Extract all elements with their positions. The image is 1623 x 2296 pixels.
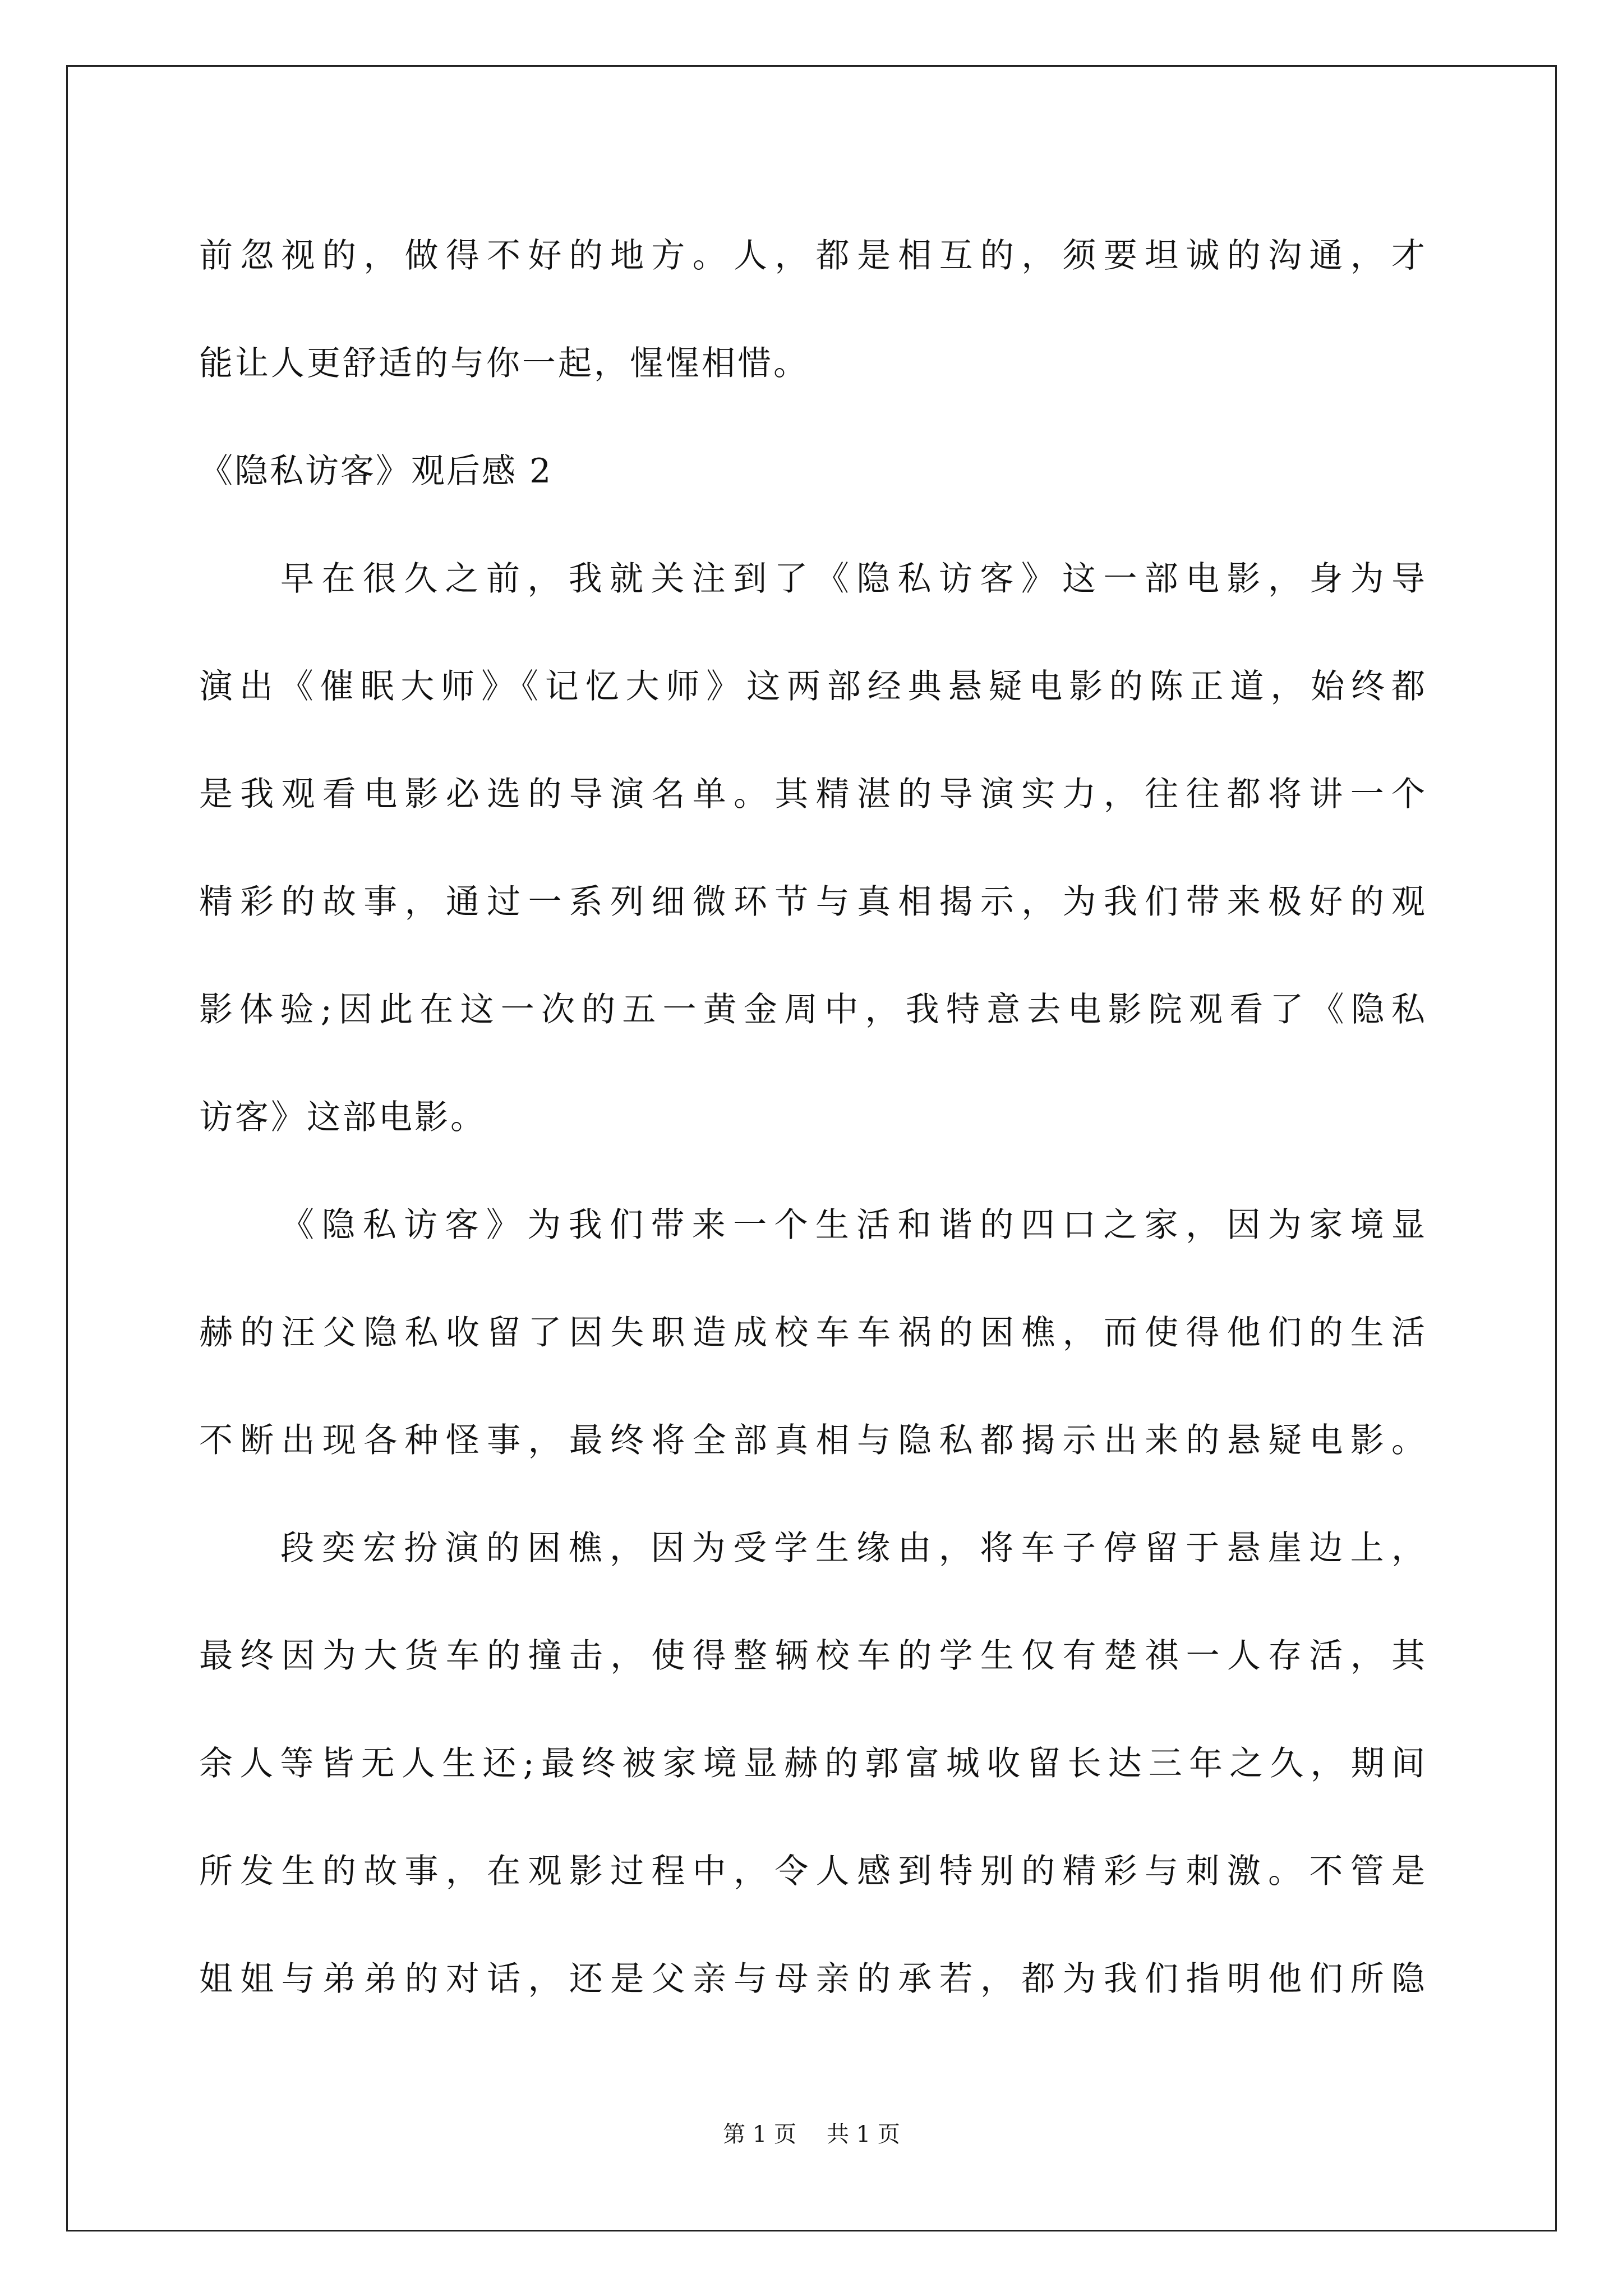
paragraph-line: 能让人更舒适的与你一起，惺惺相惜。 [199,344,809,383]
total-pages: 共 1 页 [827,2122,900,2147]
document-body [199,202,1427,2033]
paragraph-line: 是我观看电影必选的导演名单。其精湛的导演实力，往往都将讲一个 [199,775,1427,814]
paragraph-line: 最终因为大货车的撞击，使得整辆校车的学生仅有楚祺一人存活，其 [199,1636,1427,1676]
paragraph-line: 访客》这部电影。 [199,1098,486,1137]
paragraph-line: 影体验;因此在这一次的五一黄金周中，我特意去电影院观看了《隐私 [199,990,1427,1029]
paragraph-line: 姐姐与弟弟的对话，还是父亲与母亲的承若，都为我们指明他们所隐 [199,1959,1427,1999]
paragraph-line: 不断出现各种怪事，最终将全部真相与隐私都揭示出来的悬疑电影。 [199,1421,1427,1460]
paragraph-line: 精彩的故事，通过一系列细微环节与真相揭示，为我们带来极好的观 [199,882,1427,922]
paragraph-line: 余人等皆无人生还;最终被家境显赫的郭富城收留长达三年之久，期间 [199,1744,1427,1783]
paragraph-line: 前忽视的，做得不好的地方。人，都是相互的，须要坦诚的沟通，才 [199,236,1427,275]
paragraph-line: 早在很久之前，我就关注到了《隐私访客》这一部电影，身为导 [280,559,1427,599]
page-number: 第 1 页 [723,2122,796,2147]
paragraph-line: 所发生的故事，在观影过程中，令人感到特别的精彩与刺激。不管是 [199,1852,1427,1891]
paragraph-line: 演出《催眠大师》《记忆大师》这两部经典悬疑电影的陈正道，始终都 [199,667,1427,706]
section-heading: 《隐私访客》观后感 2 [199,452,553,491]
page-footer [0,2120,1623,2149]
paragraph-line: 《隐私访客》为我们带来一个生活和谐的四口之家，因为家境显 [280,1205,1427,1245]
paragraph-line: 段奕宏扮演的困樵，因为受学生缘由，将车子停留于悬崖边上， [280,1529,1427,1568]
paragraph-line: 赫的汪父隐私收留了因失职造成校车车祸的困樵，而使得他们的生活 [199,1313,1427,1352]
